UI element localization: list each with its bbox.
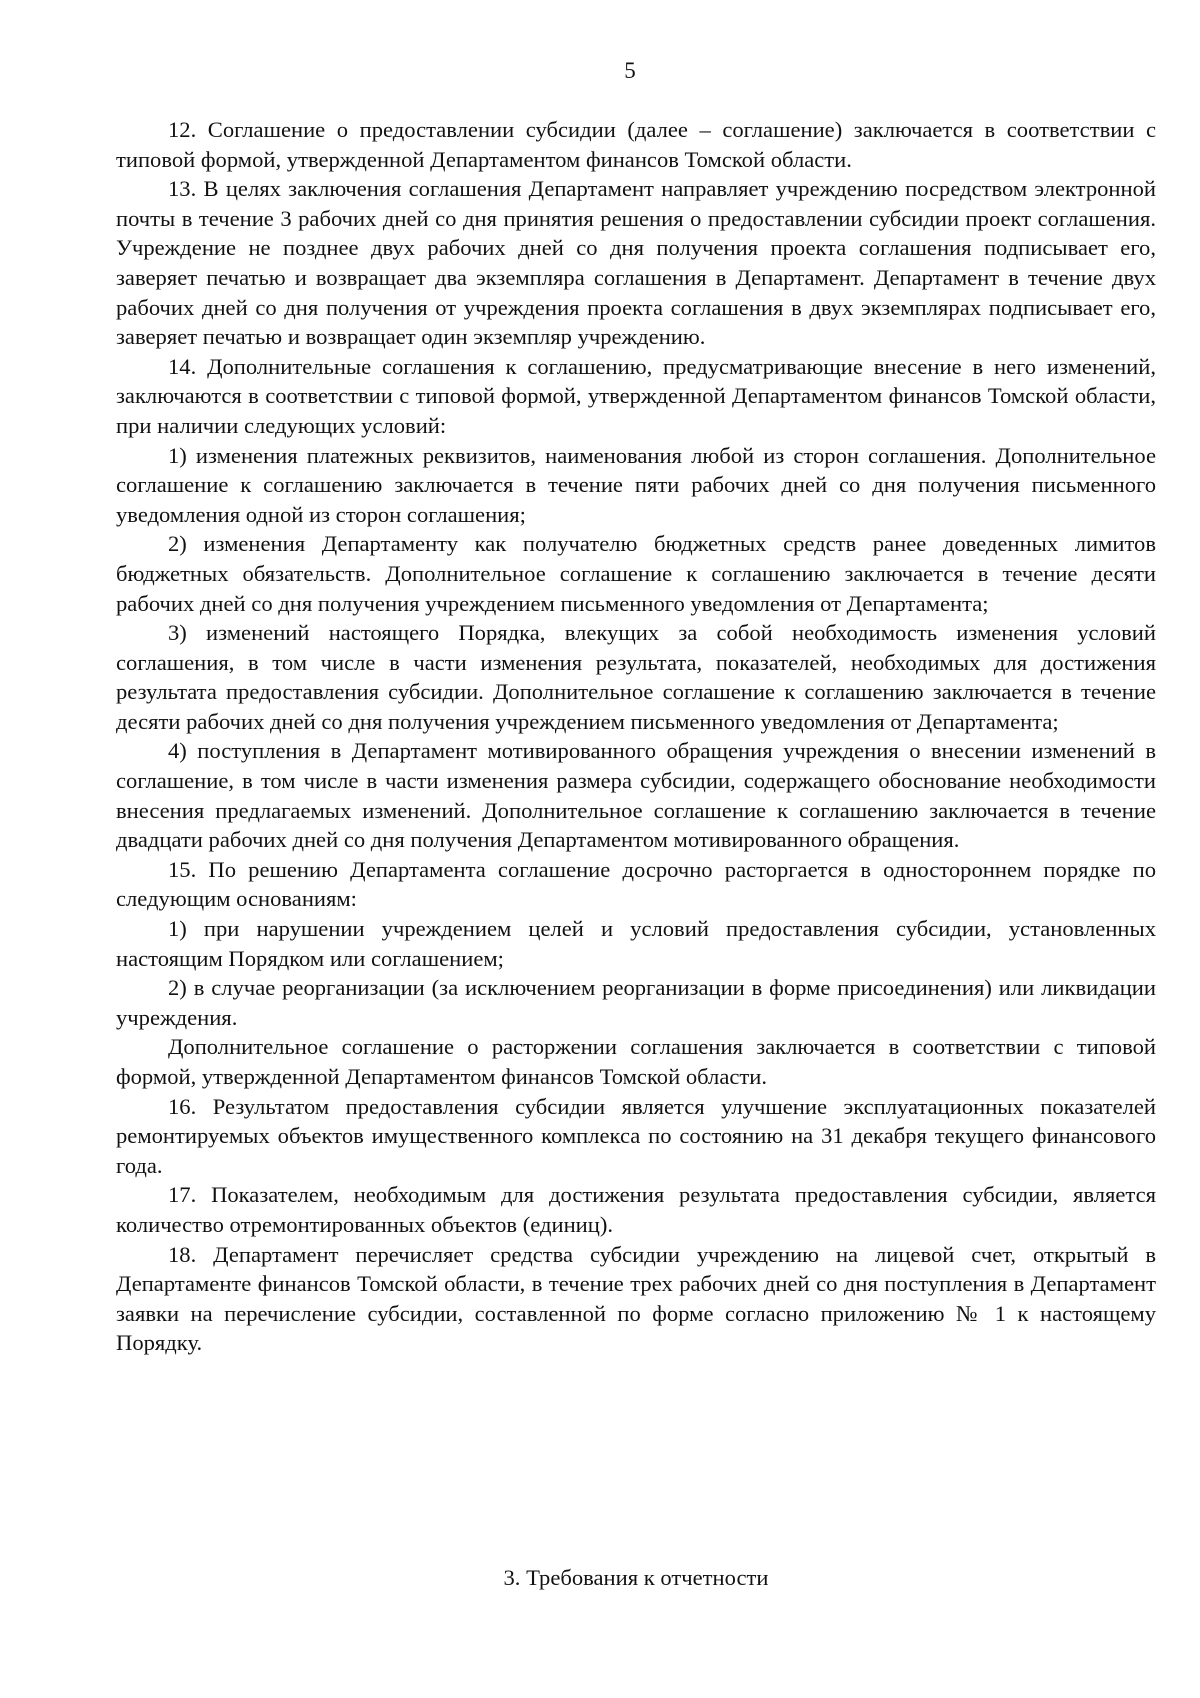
paragraph-12: 12. Соглашение о предоставлении субсидии (далее – соглашение) заключается в соответствии с типовой формой, утвержденной Департаментом финансов Томской области. (116, 117, 1156, 172)
paragraph-14: 14. Дополнительные соглашения к соглашению, предусматривающие внесение в него изменений, заключаются в соответствии с типовой формой, утвержденной Департаментом финансов Томской области, при наличии следующих условий: (116, 353, 1156, 438)
paragraph-18: 18. Департамент перечисляет средства субсидии учреждению на лицевой счет, открытый в Департаменте финансов Томской области, в течение трех рабочих дней со дня поступления в Департамент заявки на перечисление субсидии, составленной по форме согласно приложению № 1 к настоящему Порядку. (116, 1241, 1156, 1356)
document-body (116, 115, 1156, 1358)
paragraph-15: 15. По решению Департамента соглашение досрочно расторгается в одностороннем порядке по следующим основаниям: (116, 856, 1156, 912)
paragraph-15-additional: Дополнительное соглашение о расторжении соглашения заключается в соответствии с типовой формой, утвержденной Департаментом финансов Томской области. (116, 1034, 1156, 1089)
paragraph-15-item-1: 1) при нарушении учреждением целей и условий предоставления субсидии, установленных настоящим Порядком или соглашением; (116, 916, 1156, 971)
paragraph-17: 17. Показателем, необходимым для достижения результата предоставления субсидии, является количество отремонтированных объектов (единиц). (116, 1182, 1156, 1237)
paragraph-14-item-2: 2) изменения Департаменту как получателю бюджетных средств ранее доведенных лимитов бюджетных обязательств. Дополнительное соглашение к соглашению заключается в течение десяти рабочих дней со дня получения учреждением письменного уведомления от Департамента; (116, 531, 1156, 616)
paragraph-14-item-3: 3) изменений настоящего Порядка, влекущих за собой необходимость изменения условий соглашения, в том числе в части изменения результата, показателей, необходимых для достижения результата предоставления субсидии. Дополнительное соглашение к соглашению заключается в течение десяти рабочих дней со дня получения учреждением письменного уведомления от Департамента; (116, 620, 1156, 734)
paragraph-13: 13. В целях заключения соглашения Департамент направляет учреждению посредством электронной почты в течение 3 рабочих дней со дня принятия решения о предоставлении субсидии проект соглашения. Учреждение не позднее двух рабочих дней со дня получения проекта соглашения подписывает его, заверяет печатью и возвращает два экземпляра соглашения в Департамент. Департамент в течение двух рабочих дней со дня получения от учреждения проекта соглашения в двух экземплярах подписывает его, заверяет печатью и возвращает один экземпляр учреждению. (116, 176, 1156, 350)
section-heading: 3. Требования к отчетности (503, 1565, 769, 1590)
paragraph-15-item-2: 2) в случае реорганизации (за исключением реорганизации в форме присоединения) или ликвидации учреждения. (116, 975, 1156, 1030)
page-number: 5 (624, 58, 636, 83)
paragraph-14-item-4: 4) поступления в Департамент мотивированного обращения учреждения о внесении изменений в соглашение, в том числе в части изменения размера субсидии, содержащего обоснование необходимости внесения предлагаемых изменений. Дополнительное соглашение к соглашению заключается в течение двадцати рабочих дней со дня получения Департаментом мотивированного обращения. (116, 738, 1156, 853)
paragraph-16: 16. Результатом предоставления субсидии является улучшение эксплуатационных показателей ремонтируемых объектов имущественного комплекса по состоянию на 31 декабря текущего финансового года. (116, 1093, 1156, 1178)
paragraph-14-item-1: 1) изменения платежных реквизитов, наименования любой из сторон соглашения. Дополнительное соглашение к соглашению заключается в течение пяти рабочих дней со дня получения письменного уведомления одной из сторон соглашения; (116, 442, 1156, 527)
